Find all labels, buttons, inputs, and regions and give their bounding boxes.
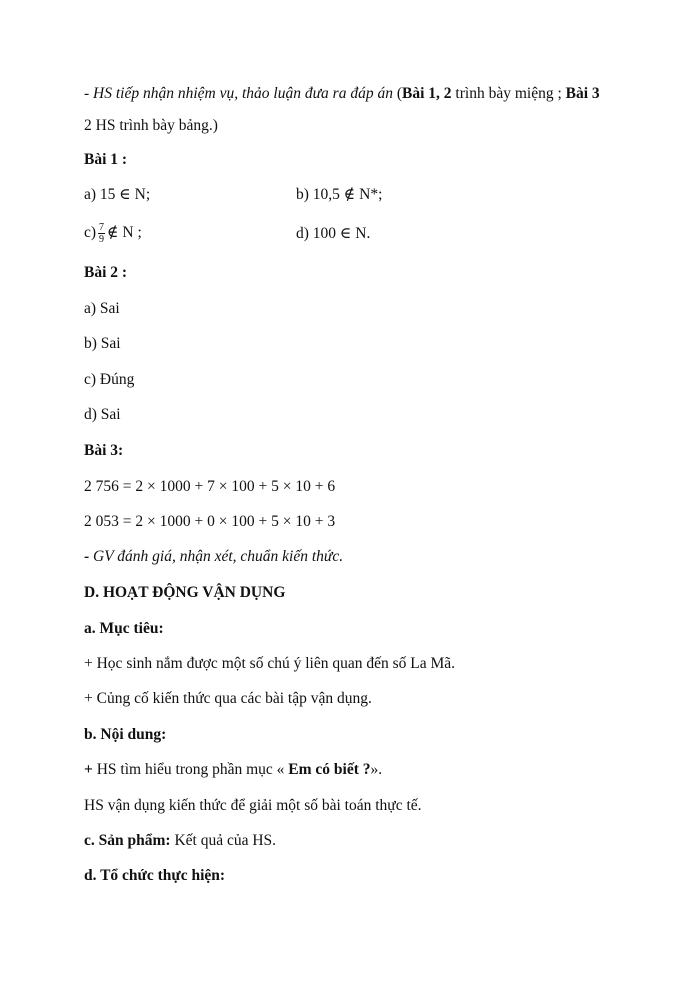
bai3-equation-1: 2 756 = 2 × 1000 + 7 × 100 + 5 × 10 + 6 [84, 478, 336, 495]
bai2-answer-a: a) Sai [84, 300, 120, 317]
intro-bai12-label: Bài 1, 2 [402, 85, 452, 102]
b-bold-text: Em có biết ? [288, 761, 371, 778]
intro-bai12-text: trình bày miệng ; [451, 85, 566, 102]
gv-line [84, 547, 343, 567]
bai2-answer-d: d) Sai [84, 406, 121, 423]
fraction-numerator: 7 [99, 222, 105, 233]
section-d-a-item: + Học sinh nắm được một số chú ý liên quan đến số La Mã. [84, 655, 456, 672]
b-text-2: ». [370, 761, 383, 778]
section-d-a-item: + Củng cố kiến thức qua các bài tập vận dụng. [84, 690, 372, 707]
bai1-c-prefix: c) [84, 224, 97, 242]
gv-text: GV đánh giá, nhận xét, chuẩn kiến thức. [93, 548, 344, 565]
bai1-title: Bài 1 : [84, 151, 128, 168]
intro-open-paren: ( [392, 85, 403, 102]
bai1-c-suffix: ∉ N ; [107, 224, 142, 242]
bai1-answer-d: d) 100 ∈ N. [296, 225, 371, 242]
section-d-c-line [84, 831, 276, 851]
section-d-a-title: a. Mục tiêu: [84, 620, 164, 637]
fraction-denominator: 9 [99, 234, 105, 245]
intro-line-2: 2 HS trình bày bảng.) [84, 117, 218, 134]
section-d-b-line-1 [84, 760, 382, 780]
intro-dash: - [84, 85, 94, 102]
section-d-b-line-2: HS vận dụng kiến thức để giải một số bài toán thực tế. [84, 797, 422, 814]
section-d-heading: D. HOẠT ĐỘNG VẬN DỤNG [84, 584, 286, 601]
bai3-equation-2: 2 053 = 2 × 1000 + 0 × 100 + 5 × 10 + 3 [84, 513, 336, 530]
c-text: Kết quả của HS. [170, 832, 277, 849]
b-text-1: HS tìm hiểu trong phần mục « [92, 761, 289, 778]
gv-dash: - [84, 548, 94, 565]
section-d-d-title: d. Tổ chức thực hiện: [84, 867, 226, 884]
section-d-b-title: b. Nội dung: [84, 726, 167, 743]
bai3-title: Bài 3: [84, 442, 124, 459]
intro-bai3-label: Bài 3 [565, 85, 600, 102]
b-plus: + [84, 761, 93, 778]
bai2-answer-c: c) Đúng [84, 371, 135, 388]
intro-line-1 [84, 84, 600, 104]
bai1-answer-a: a) 15 ∈ N; [84, 186, 151, 203]
bai1-answer-b: b) 10,5 ∉ N*; [296, 186, 383, 203]
intro-italic-text: HS tiếp nhận nhiệm vụ, thảo luận đưa ra đáp án [93, 85, 393, 102]
bai2-title: Bài 2 : [84, 264, 128, 281]
fraction [98, 222, 105, 245]
bai1-answer-c [84, 222, 142, 245]
c-label: c. Sản phẩm: [84, 832, 171, 849]
bai2-answer-b: b) Sai [84, 335, 121, 352]
